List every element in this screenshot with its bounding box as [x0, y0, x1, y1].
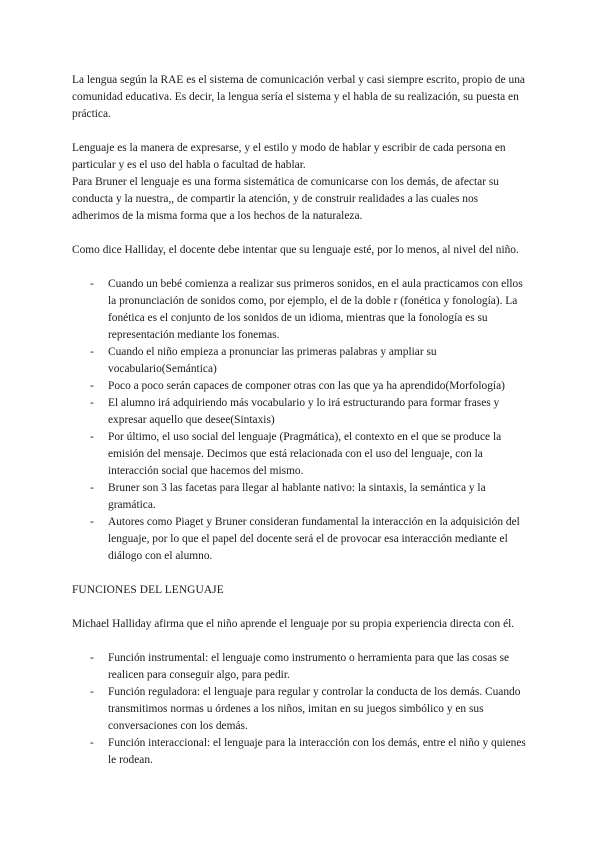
paragraph-bruner: Para Bruner el lenguaje es una forma sistemática de comunicarse con los demás, de afectar su conducta y la nuestra,, de compartir la atención, y de construir realidades a las cuales nos adherimos de la misma forma que a los hechos de la naturaleza. — [72, 176, 499, 222]
bullet-dash: - — [90, 482, 94, 494]
list-item — [72, 276, 528, 344]
list-item — [72, 650, 528, 684]
paragraph-halliday: Como dice Halliday, el docente debe intentar que su lenguaje esté, por lo menos, al nivel del niño. — [72, 244, 519, 256]
bullet-dash: - — [90, 431, 94, 443]
list-item — [72, 344, 528, 378]
list-item — [72, 480, 528, 514]
section-heading-funciones: FUNCIONES DEL LENGUAJE — [72, 584, 224, 596]
language-functions-list — [72, 650, 528, 769]
list-item-text: Autores como Piaget y Bruner consideran fundamental la interacción en la adquisición del lenguaje, por lo que el papel del docente será el de provocar esa interacción mediante el diálogo con el alumno. — [108, 516, 520, 562]
list-item — [72, 395, 528, 429]
bullet-dash: - — [90, 652, 94, 664]
list-item-text: Función interaccional: el lenguaje para la interacción con los demás, entre el niño y quienes le rodean. — [108, 737, 526, 766]
list-item-text: Función instrumental: el lenguaje como instrumento o herramienta para que las cosas se realicen para conseguir algo, para pedir. — [108, 652, 510, 681]
list-item-text: Función reguladora: el lenguaje para regular y controlar la conducta de los demás. Cuando transmitimos normas u órdenes a los niños, imitan en su juegos simbólico y en sus conversaciones con los demás. — [108, 686, 521, 732]
paragraph-rae-definition: La lengua según la RAE es el sistema de comunicación verbal y casi siempre escrito, propio de una comunidad educativa. Es decir, la lengua sería el sistema y el habla de su realización, su puesta en práctica. — [72, 74, 525, 120]
list-item — [72, 514, 528, 565]
paragraph-lenguaje-definition: Lenguaje es la manera de expresarse, y el estilo y modo de hablar y escribir de cada persona en particular y es el uso del habla o facultad de hablar. — [72, 142, 506, 171]
bullet-dash: - — [90, 380, 94, 392]
list-item-text: Cuando un bebé comienza a realizar sus primeros sonidos, en el aula practicamos con ellos la pronunciación de sonidos como, por ejemplo, el de la doble r (fonética y fonología). La fonética es el conjunto de los sonidos de un idioma, mientras que la fonología es su representación mediante los fonemas. — [108, 278, 523, 341]
bullet-dash: - — [90, 397, 94, 409]
bullet-dash: - — [90, 686, 94, 698]
list-item — [72, 735, 528, 769]
list-item-text: Por último, el uso social del lenguaje (Pragmática), el contexto en el que se produce la emisión del mensaje. Decimos que está relacionada con el uso del lenguaje, con la interacción social que hacemos del mismo. — [108, 431, 502, 477]
bullet-dash: - — [90, 516, 94, 528]
bullet-dash: - — [90, 737, 94, 749]
paragraph-michael-halliday: Michael Halliday afirma que el niño aprende el lenguaje por su propia experiencia directa con él. — [72, 618, 515, 630]
bullet-dash: - — [90, 278, 94, 290]
document-page — [72, 72, 528, 769]
language-development-list — [72, 276, 528, 565]
list-item-text: Poco a poco serán capaces de componer otras con las que ya ha aprendido(Morfología) — [108, 380, 505, 392]
bullet-dash: - — [90, 346, 94, 358]
list-item — [72, 378, 528, 395]
list-item-text: El alumno irá adquiriendo más vocabulario y lo irá estructurando para formar frases y expresar aquello que desee(Sintaxis) — [108, 397, 500, 426]
list-item-text: Cuando el niño empieza a pronunciar las primeras palabras y ampliar su vocabulario(Semántica) — [108, 346, 437, 375]
list-item-text: Bruner son 3 las facetas para llegar al hablante nativo: la sintaxis, la semántica y la gramática. — [108, 482, 486, 511]
list-item — [72, 429, 528, 480]
list-item — [72, 684, 528, 735]
